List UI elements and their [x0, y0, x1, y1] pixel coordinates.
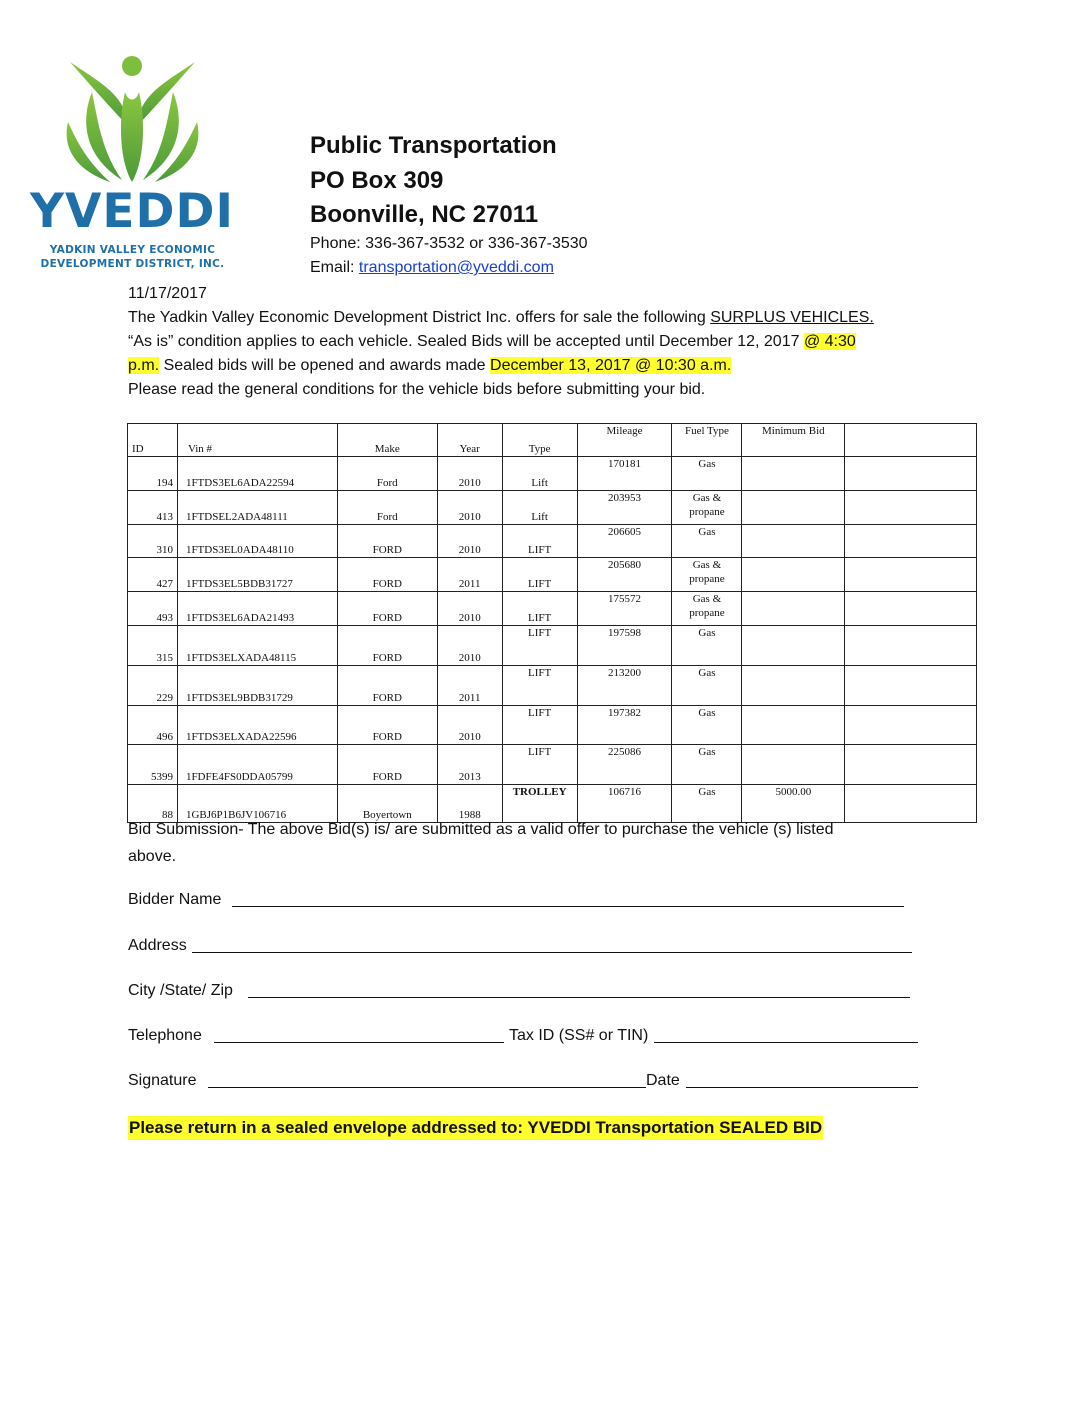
header-year: Year — [437, 424, 502, 457]
cell-min-bid — [742, 592, 845, 626]
cell-fuel: Gas — [672, 706, 742, 745]
cell-vin: 1FTDS3EL6ADA21493 — [177, 592, 337, 626]
cell-vin: 1FTDS3EL9BDB31729 — [177, 666, 337, 706]
cell-make: FORD — [337, 626, 437, 666]
table-row — [128, 626, 977, 666]
cell-id: 427 — [128, 558, 178, 592]
city-state-zip-field[interactable] — [248, 997, 910, 998]
header-title: Public Transportation — [310, 132, 557, 159]
cell-mileage: 213200 — [577, 666, 672, 706]
table-row — [128, 491, 977, 525]
header-po-box: PO Box 309 — [310, 167, 444, 194]
cell-id: 310 — [128, 525, 178, 558]
cell-blank — [845, 592, 977, 626]
cell-min-bid — [742, 745, 845, 785]
cell-year: 2010 — [437, 491, 502, 525]
cell-year: 2013 — [437, 745, 502, 785]
logo-subtitle-1: YADKIN VALLEY ECONOMIC — [49, 244, 216, 256]
intro-pm: p.m. — [128, 357, 160, 374]
logo-figure-icon — [30, 52, 235, 192]
cell-type: TROLLEY — [502, 785, 577, 823]
cell-make: Ford — [337, 491, 437, 525]
header-city: Boonville, NC 27011 — [310, 201, 539, 228]
cell-year: 2010 — [437, 525, 502, 558]
yveddi-logo — [30, 52, 235, 277]
header-make: Make — [337, 424, 437, 457]
cell-vin: 1FTDS3EL0ADA48110 — [177, 525, 337, 558]
tax-id-label: Tax ID (SS# or TIN) — [509, 1027, 649, 1044]
cell-blank — [845, 525, 977, 558]
intro-opening-date: December 13, 2017 @ 10:30 a.m. — [490, 357, 732, 374]
cell-mileage: 197382 — [577, 706, 672, 745]
document-date: 11/17/2017 — [128, 285, 207, 302]
telephone-field[interactable] — [214, 1042, 504, 1043]
cell-vin: 1FDFE4FS0DDA05799 — [177, 745, 337, 785]
date-field[interactable] — [686, 1087, 918, 1088]
cell-make: FORD — [337, 745, 437, 785]
telephone-label: Telephone — [128, 1027, 202, 1044]
table-row — [128, 785, 977, 823]
cell-year: 2010 — [437, 706, 502, 745]
cell-min-bid — [742, 626, 845, 666]
cell-blank — [845, 626, 977, 666]
cell-id: 88 — [128, 785, 178, 823]
intro-line-4: Please read the general conditions for the vehicle bids before submitting your bid. — [128, 381, 706, 398]
cell-fuel: Gas & propane — [672, 592, 742, 626]
logo-wordmark: YVEDDI — [30, 184, 235, 239]
cell-vin: 1FTDS3EL5BDB31727 — [177, 558, 337, 592]
signature-label: Signature — [128, 1072, 197, 1089]
cell-type: LIFT — [502, 626, 577, 666]
email-link[interactable]: transportation@yveddi.com — [358, 259, 554, 276]
cell-id: 315 — [128, 626, 178, 666]
cell-type: LIFT — [502, 592, 577, 626]
cell-min-bid — [742, 706, 845, 745]
cell-id: 413 — [128, 491, 178, 525]
cell-blank — [845, 558, 977, 592]
table-row — [128, 558, 977, 592]
cell-make: Boyertown — [337, 785, 437, 823]
cell-make: Ford — [337, 457, 437, 491]
cell-id: 194 — [128, 457, 178, 491]
cell-min-bid — [742, 491, 845, 525]
cell-mileage: 175572 — [577, 592, 672, 626]
cell-mileage: 170181 — [577, 457, 672, 491]
cell-fuel: Gas — [672, 525, 742, 558]
cell-fuel: Gas — [672, 785, 742, 823]
cell-blank — [845, 457, 977, 491]
cell-mileage: 225086 — [577, 745, 672, 785]
tax-id-field[interactable] — [654, 1042, 918, 1043]
cell-make: FORD — [337, 592, 437, 626]
cell-mileage: 205680 — [577, 558, 672, 592]
cell-min-bid — [742, 666, 845, 706]
cell-mileage: 203953 — [577, 491, 672, 525]
intro-line-1 — [128, 306, 958, 330]
header-minimum-bid: Minimum Bid — [742, 424, 845, 457]
email-label: Email: — [310, 259, 359, 276]
cell-type: LIFT — [502, 666, 577, 706]
cell-make: FORD — [337, 558, 437, 592]
cell-id: 493 — [128, 592, 178, 626]
cell-year: 2011 — [437, 558, 502, 592]
cell-blank — [845, 491, 977, 525]
cell-type: LIFT — [502, 558, 577, 592]
cell-year: 2010 — [437, 626, 502, 666]
cell-make: FORD — [337, 706, 437, 745]
intro-text-1a: The Yadkin Valley Economic Development District Inc. offers for sale the following — [128, 309, 711, 326]
cell-min-bid — [742, 525, 845, 558]
cell-blank — [845, 706, 977, 745]
bidder-name-field[interactable] — [232, 906, 904, 907]
cell-min-bid: 5000.00 — [742, 785, 845, 823]
cell-mileage: 197598 — [577, 626, 672, 666]
cell-fuel: Gas — [672, 626, 742, 666]
city-state-zip-label: City /State/ Zip — [128, 982, 233, 999]
intro-line-3 — [128, 354, 958, 378]
bid-submission-line-2: above. — [128, 848, 177, 865]
logo-subtitle-2: DEVELOPMENT DISTRICT, INC. — [40, 258, 225, 270]
table-row — [128, 666, 977, 706]
cell-fuel: Gas — [672, 745, 742, 785]
cell-vin: 1GBJ6P1B6JV106716 — [177, 785, 337, 823]
bid-submission-line-1: Bid Submission- The above Bid(s) is/ are submitted as a valid offer to purchase the vehicle (s) listed — [128, 821, 834, 838]
header-mileage: Mileage — [577, 424, 672, 457]
cell-type: LIFT — [502, 706, 577, 745]
table-row — [128, 706, 977, 745]
address-label: Address — [128, 937, 187, 954]
header-blank — [845, 424, 977, 457]
header-id: ID — [128, 424, 178, 457]
header-fuel-type: Fuel Type — [672, 424, 742, 457]
cell-min-bid — [742, 558, 845, 592]
table-header-row — [128, 424, 977, 457]
cell-vin: 1FTDS3ELXADA48115 — [177, 626, 337, 666]
cell-type: LIFT — [502, 525, 577, 558]
cell-year: 2010 — [437, 457, 502, 491]
cell-type: Lift — [502, 491, 577, 525]
cell-mileage: 106716 — [577, 785, 672, 823]
intro-surplus-vehicles: SURPLUS VEHICLES. — [710, 309, 874, 326]
cell-type: LIFT — [502, 745, 577, 785]
intro-deadline-time: @ 4:30 — [803, 333, 856, 350]
cell-blank — [845, 785, 977, 823]
date-label: Date — [646, 1072, 680, 1089]
cell-year: 2011 — [437, 666, 502, 706]
cell-type: Lift — [502, 457, 577, 491]
bidder-name-label: Bidder Name — [128, 891, 222, 908]
header-vin: Vin # — [177, 424, 337, 457]
cell-fuel: Gas — [672, 666, 742, 706]
cell-fuel: Gas & propane — [672, 558, 742, 592]
cell-make: FORD — [337, 666, 437, 706]
cell-min-bid — [742, 457, 845, 491]
cell-vin: 1FTDSEL2ADA48111 — [177, 491, 337, 525]
header-email-line — [310, 256, 554, 280]
signature-field[interactable] — [208, 1087, 646, 1088]
cell-year: 2010 — [437, 592, 502, 626]
table-row — [128, 525, 977, 558]
table-row — [128, 457, 977, 491]
cell-blank — [845, 745, 977, 785]
cell-mileage: 206605 — [577, 525, 672, 558]
header-type: Type — [502, 424, 577, 457]
vehicle-table — [127, 423, 977, 823]
intro-text-2a: “As is” condition applies to each vehicle. Sealed Bids will be accepted until December 12, 2017 — [128, 333, 804, 350]
cell-make: FORD — [337, 525, 437, 558]
return-instructions: Please return in a sealed envelope addressed to: YVEDDI Transportation SEALED BID — [128, 1116, 823, 1140]
cell-vin: 1FTDS3EL6ADA22594 — [177, 457, 337, 491]
table-row — [128, 592, 977, 626]
cell-id: 229 — [128, 666, 178, 706]
cell-blank — [845, 666, 977, 706]
table-row — [128, 745, 977, 785]
cell-id: 496 — [128, 706, 178, 745]
cell-fuel: Gas & propane — [672, 491, 742, 525]
header-phone: Phone: 336-367-3532 or 336-367-3530 — [310, 235, 588, 252]
address-field[interactable] — [192, 952, 912, 953]
cell-fuel: Gas — [672, 457, 742, 491]
intro-line-2 — [128, 330, 958, 354]
cell-year: 1988 — [437, 785, 502, 823]
intro-text-3b: Sealed bids will be opened and awards made — [159, 357, 491, 374]
cell-vin: 1FTDS3ELXADA22596 — [177, 706, 337, 745]
cell-id: 5399 — [128, 745, 178, 785]
